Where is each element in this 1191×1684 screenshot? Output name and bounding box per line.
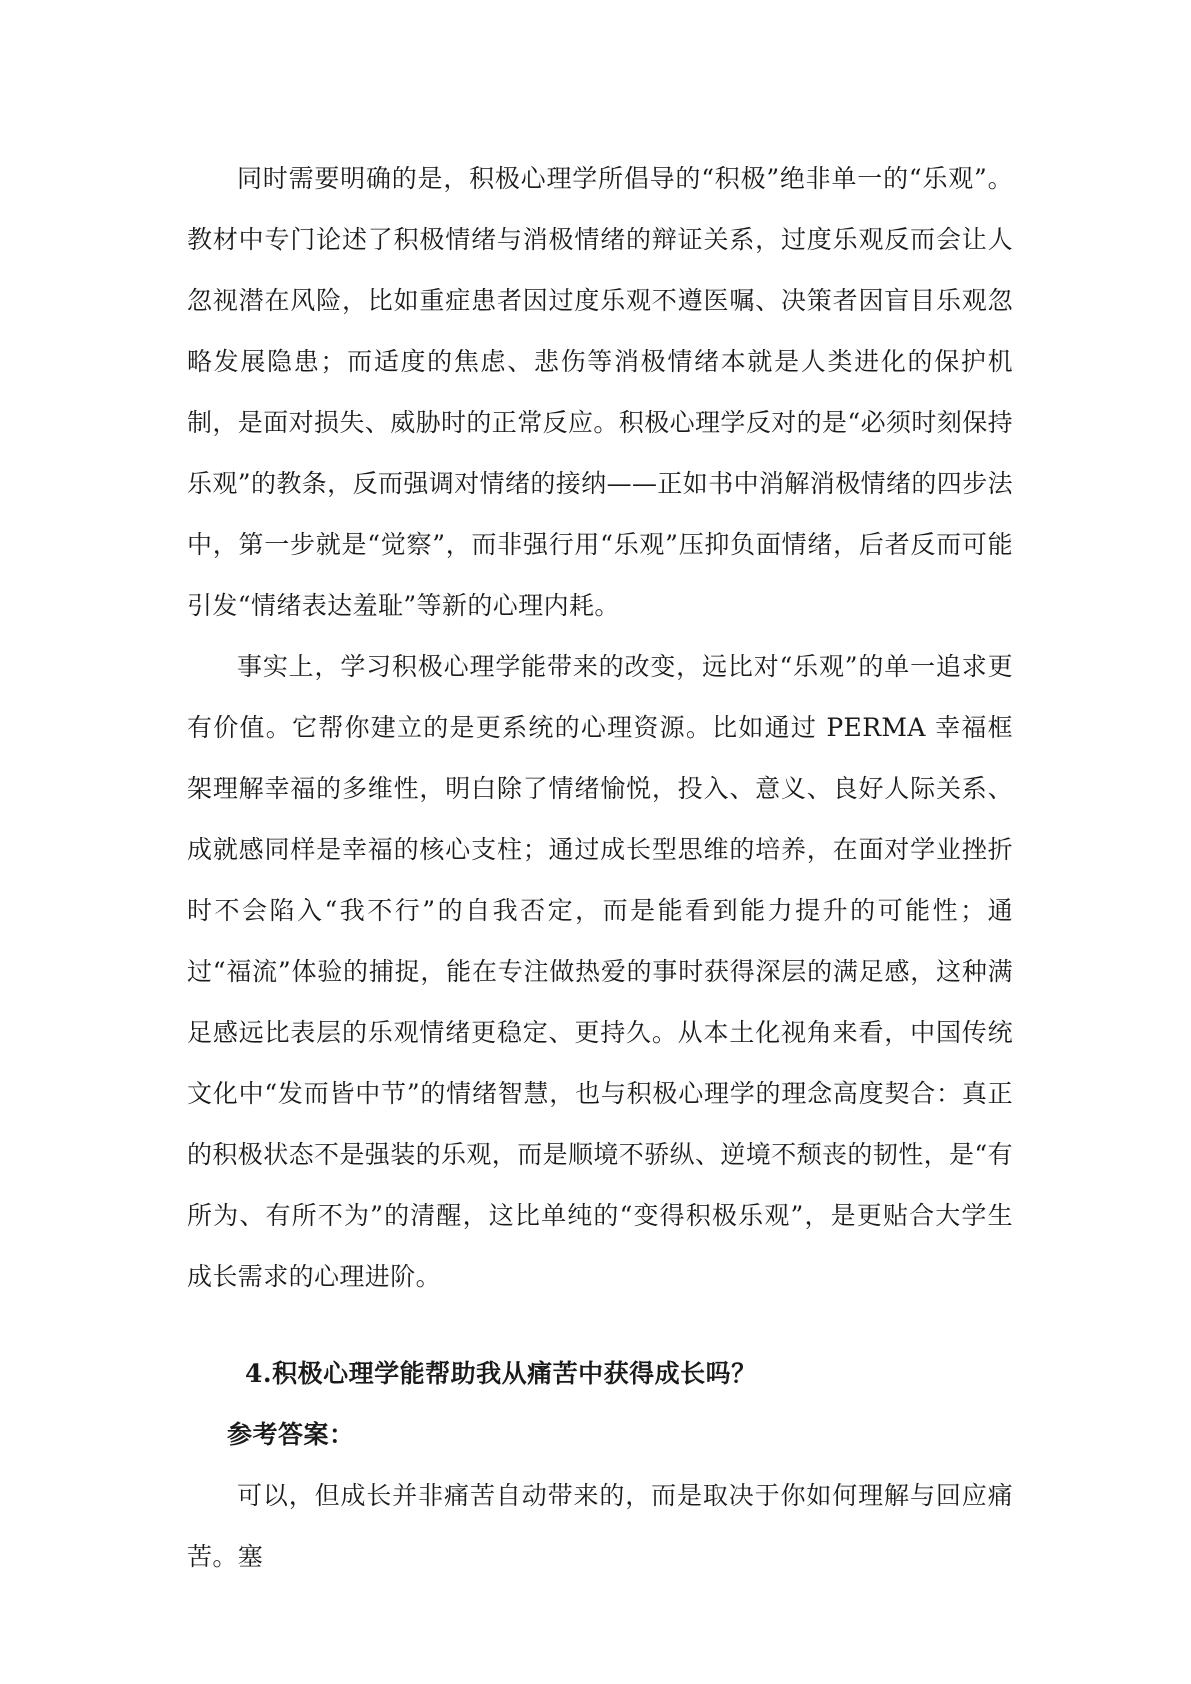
document-page [187, 148, 1013, 1587]
answer-paragraph: 可以，但成长并非痛苦自动带来的，而是取决于你如何理解与回应痛苦。塞 [187, 1481, 1013, 1571]
question-heading: 4.积极心理学能帮助我从痛苦中获得成长吗？ [245, 1359, 757, 1388]
body-paragraph-2: 事实上，学习积极心理学能带来的改变，远比对“乐观”的单一追求更有价值。它帮你建立的是更系统的心理资源。比如通过 PERMA 幸福框架理解幸福的多维性，明白除了情绪愉悦，投入、意义、良好人际关系、成就感同样是幸福的核心支柱；通过成长型思维的培养，在面对学业挫折时不会陷入“我不行”的自我否定，而是能看到能力提升的可能性；通过“福流”体验的捕捉，能在专注做热爱的事时获得深层的满足感，这种满足感远比表层的乐观情绪更稳定、更持久。从本土化视角来看，中国传统文化中“发而皆中节”的情绪智慧，也与积极心理学的理念高度契合：真正的积极状态不是强装的乐观，而是顺境不骄纵、逆境不颓丧的韧性，是“有所为、有所不为”的清醒，这比单纯的“变得积极乐观”，是更贴合大学生成长需求的心理进阶。 [187, 652, 1013, 1291]
section-spacer [187, 1307, 1013, 1343]
body-paragraph-1: 同时需要明确的是，积极心理学所倡导的“积极”绝非单一的“乐观”。教材中专门论述了积极情绪与消极情绪的辩证关系，过度乐观反而会让人忽视潜在风险，比如重症患者因过度乐观不遵医嘱、决策者因盲目乐观忽略发展隐患；而适度的焦虑、悲伤等消极情绪本就是人类进化的保护机制，是面对损失、威胁时的正常反应。积极心理学反对的是“必须时刻保持乐观”的教条，反而强调对情绪的接纳——正如书中消解消极情绪的四步法中，第一步就是“觉察”，而非强行用“乐观”压抑负面情绪，后者反而可能引发“情绪表达羞耻”等新的心理内耗。 [187, 164, 1013, 620]
answer-label: 参考答案： [227, 1420, 355, 1449]
